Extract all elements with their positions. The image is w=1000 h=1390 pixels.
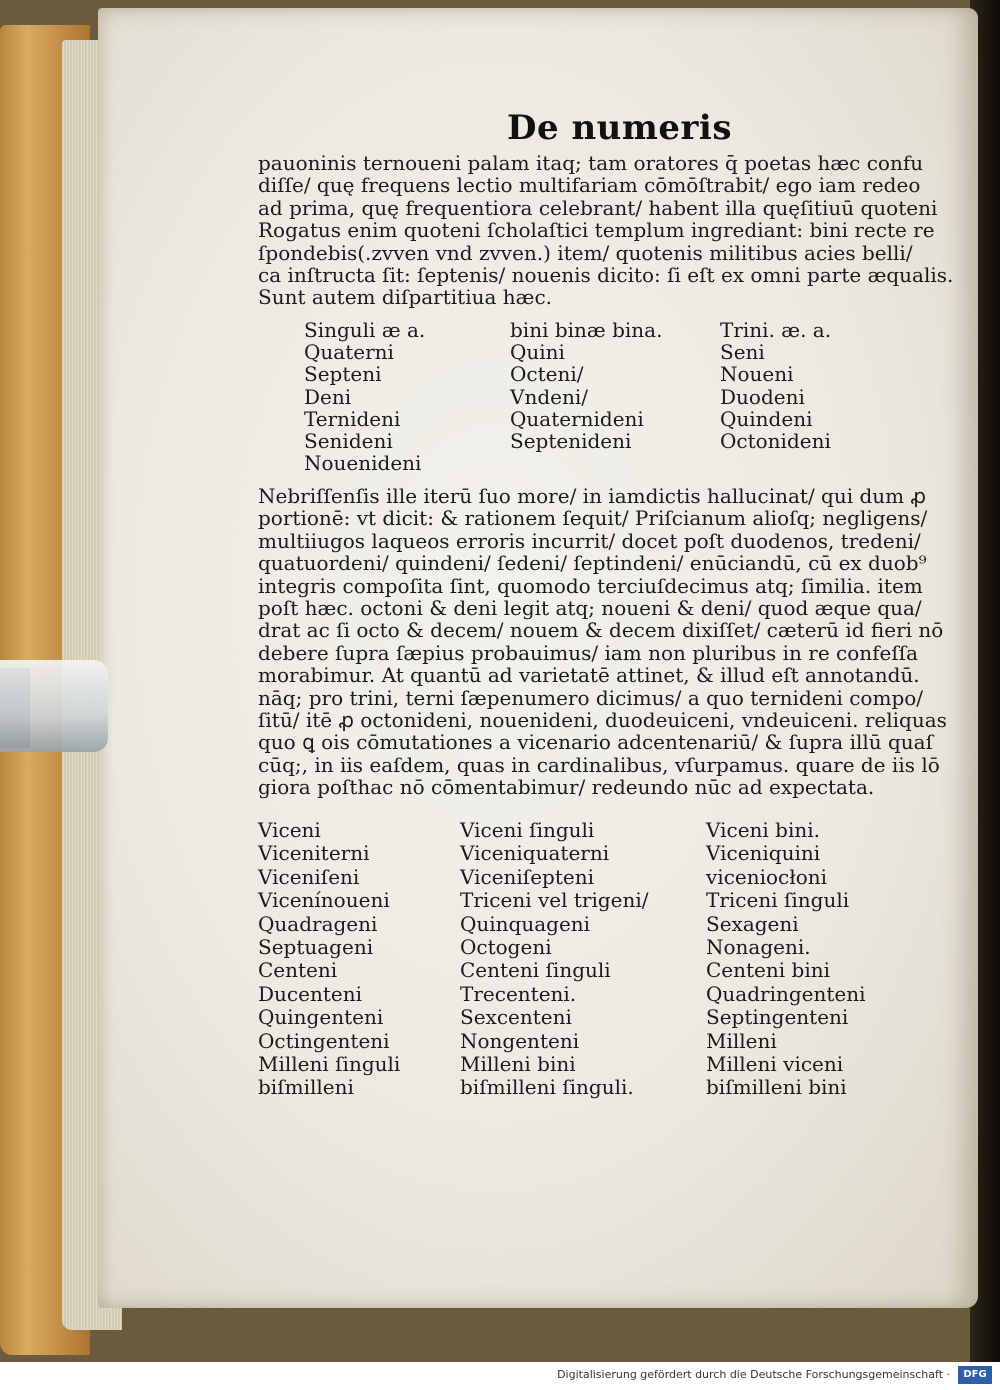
table-cell: Quaternideni bbox=[510, 406, 644, 431]
table-cell: Viceni bbox=[258, 818, 321, 842]
table-cell: Sexageni bbox=[706, 911, 799, 936]
table-cell: Quinquageni bbox=[460, 911, 591, 936]
text-line: quatuordeni/ quindeni/ ſedeni/ ſeptindeni/ enūciandū, cū ex duob⁹ bbox=[258, 551, 927, 576]
dfg-logo: DFG bbox=[958, 1366, 992, 1384]
table-cell: Quini bbox=[510, 340, 565, 365]
table-cell: Vicenínoueni bbox=[258, 888, 390, 913]
text-line: morabimur. At quantū ad varietatē attinet, & illud eſt annotandū. bbox=[258, 663, 920, 688]
table-cell: Noueni bbox=[720, 362, 794, 387]
table-cell: Centeni bini bbox=[706, 958, 831, 983]
table-cell: Octeni/ bbox=[510, 362, 584, 387]
table-cell: bini binæ bina. bbox=[510, 318, 663, 342]
table-cell: Septeni bbox=[304, 362, 382, 387]
table-cell: Octonideni bbox=[720, 429, 831, 453]
table-cell: Milleni bbox=[706, 1028, 777, 1053]
text-line: ſpondebis(.zvven vnd zvven.) item/ quotenis militibus acies belli/ bbox=[258, 240, 913, 265]
table-cell: Milleni ſinguli bbox=[258, 1052, 401, 1076]
text-line: ad prima, quę frequentiora celebrant/ habent illa quęſitiuū quoteni bbox=[258, 195, 938, 220]
text-line: diſſe/ quę frequens lectio multifariam cōmōſtrabit/ ego iam redeo bbox=[258, 173, 921, 198]
footer-bar bbox=[0, 1362, 1000, 1390]
table-cell: Septenideni bbox=[510, 429, 632, 453]
table-cell: Viceniquaterni bbox=[460, 841, 610, 866]
table-cell: Centeni ſinguli bbox=[460, 958, 611, 983]
text-line: nāq; pro trini, terni ſæpenumero dicimus/ a quo ternideni compo/ bbox=[258, 685, 924, 710]
table-cell: Triceni ſinguli bbox=[706, 888, 850, 913]
table-cell: Ducenteni bbox=[258, 981, 362, 1006]
text-line: cūq;, in iis eaſdem, quas in cardinalibus, vſurpamus. quare de iis lō bbox=[258, 752, 940, 777]
table-cell: Quadringenteni bbox=[706, 981, 866, 1006]
table-cell: Quindeni bbox=[720, 406, 813, 431]
table-cell: Nongenteni bbox=[460, 1028, 580, 1053]
table-cell: Quingenteni bbox=[258, 1005, 384, 1030]
table-cell: biſmilleni bbox=[258, 1075, 354, 1100]
table-cell: Quadrageni bbox=[258, 911, 378, 936]
text-line: ſitū/ itē ꝓ octonideni, nouenideni, duodeuiceni, vndeuiceni. reliquas bbox=[258, 708, 947, 733]
text-line: quo ꝗ ois cōmutationes a vicenario adcentenariū/ & ſupra illū quaſ bbox=[258, 730, 934, 755]
text-line: Sunt autem diſpartitiua hæc. bbox=[258, 285, 553, 310]
table-cell: Nouenideni bbox=[304, 451, 422, 476]
table-cell: Quaterni bbox=[304, 340, 394, 365]
footer-credit: Digitalisierung gefördert durch die Deutsche Forschungsgemeinschaft · bbox=[557, 1368, 950, 1381]
table-cell: Septingenteni bbox=[706, 1005, 849, 1030]
table-cell: biſmilleni bini bbox=[706, 1075, 847, 1100]
table-cell: Milleni bini bbox=[460, 1052, 576, 1076]
table-cell: Milleni viceni bbox=[706, 1052, 844, 1076]
table-cell: Senideni bbox=[304, 429, 393, 453]
table-cell: viceniocłoni bbox=[706, 864, 828, 889]
table-cell: Nonageni. bbox=[706, 935, 811, 959]
paragraph-2 bbox=[258, 484, 947, 800]
table-cell: Singuli æ a. bbox=[304, 318, 426, 342]
page-marker-tab bbox=[0, 660, 108, 752]
table-cell: Viceniſeni bbox=[258, 864, 360, 889]
table-cell: Viceni bini. bbox=[706, 818, 820, 842]
table-cell: Viceniſepteni bbox=[460, 864, 594, 889]
text-line: pauoninis ternoueni palam itaq; tam oratores q̄ poetas hæc confu bbox=[258, 151, 924, 175]
text-line: integris compoſita ſint, quomodo terciuſdecimus atq; ſimilia. item bbox=[258, 573, 923, 598]
table-cell: Centeni bbox=[258, 958, 338, 983]
table-cell: Duodeni bbox=[720, 384, 805, 409]
table-cell: Septuageni bbox=[258, 935, 374, 959]
text-line: multiiugos laqueos erroris incurrit/ docet poſt duodenos, tredeni/ bbox=[258, 528, 921, 553]
table-cell: Triceni vel trigeni/ bbox=[460, 888, 649, 913]
text-line: Rogatus enim quoteni ſcholaſtici templum ingrediant: bini recte re bbox=[258, 218, 935, 243]
paragraph-1 bbox=[258, 151, 954, 310]
table-cell: Seni bbox=[720, 340, 765, 365]
text-line: giora poſthac nō cōmentabimur/ redeundo nūc ad expectata. bbox=[258, 775, 875, 800]
table-cell: Viceni ſinguli bbox=[460, 818, 595, 842]
text-line: poſt hæc. octoni & deni legit atq; noueni & deni/ quod æque qua/ bbox=[258, 596, 922, 621]
text-line: debere ſupra ſæpius probauimus/ iam non pluribus in re confeſſa bbox=[258, 640, 919, 665]
table-cell: biſmilleni ſinguli. bbox=[460, 1075, 634, 1100]
table-cell: Vndeni/ bbox=[510, 384, 588, 409]
table-cell: Ternideni bbox=[304, 406, 401, 431]
table-cell: Sexcenteni bbox=[460, 1005, 572, 1030]
text-line: drat ac ſi octo & decem/ nouem & decem dixiſſet/ cæterū id fieri nō bbox=[258, 618, 944, 643]
text-line: portionē: vt dicit: & rationem ſequit/ Priſcianum alioſq; negligens/ bbox=[258, 506, 928, 531]
table-cell: Deni bbox=[304, 384, 352, 409]
table-cell: Octogeni bbox=[460, 935, 552, 959]
table-cell: Viceniterni bbox=[258, 841, 370, 866]
table-cell: Octingenteni bbox=[258, 1028, 390, 1053]
text-line: ca inſtructa ſit: ſeptenis/ nouenis dicito: ſi eſt ex omni parte æqualis. bbox=[258, 263, 954, 288]
table-cell: Viceniquini bbox=[706, 841, 821, 866]
text-line: Nebriſſenſis ille iterū ſuo more/ in iamdictis hallucinat/ qui dum ꝓ bbox=[258, 484, 926, 508]
table-cell: Trini. æ. a. bbox=[720, 318, 832, 342]
page-title: De numeris bbox=[507, 108, 732, 148]
table-cell: Trecenteni. bbox=[460, 981, 577, 1006]
